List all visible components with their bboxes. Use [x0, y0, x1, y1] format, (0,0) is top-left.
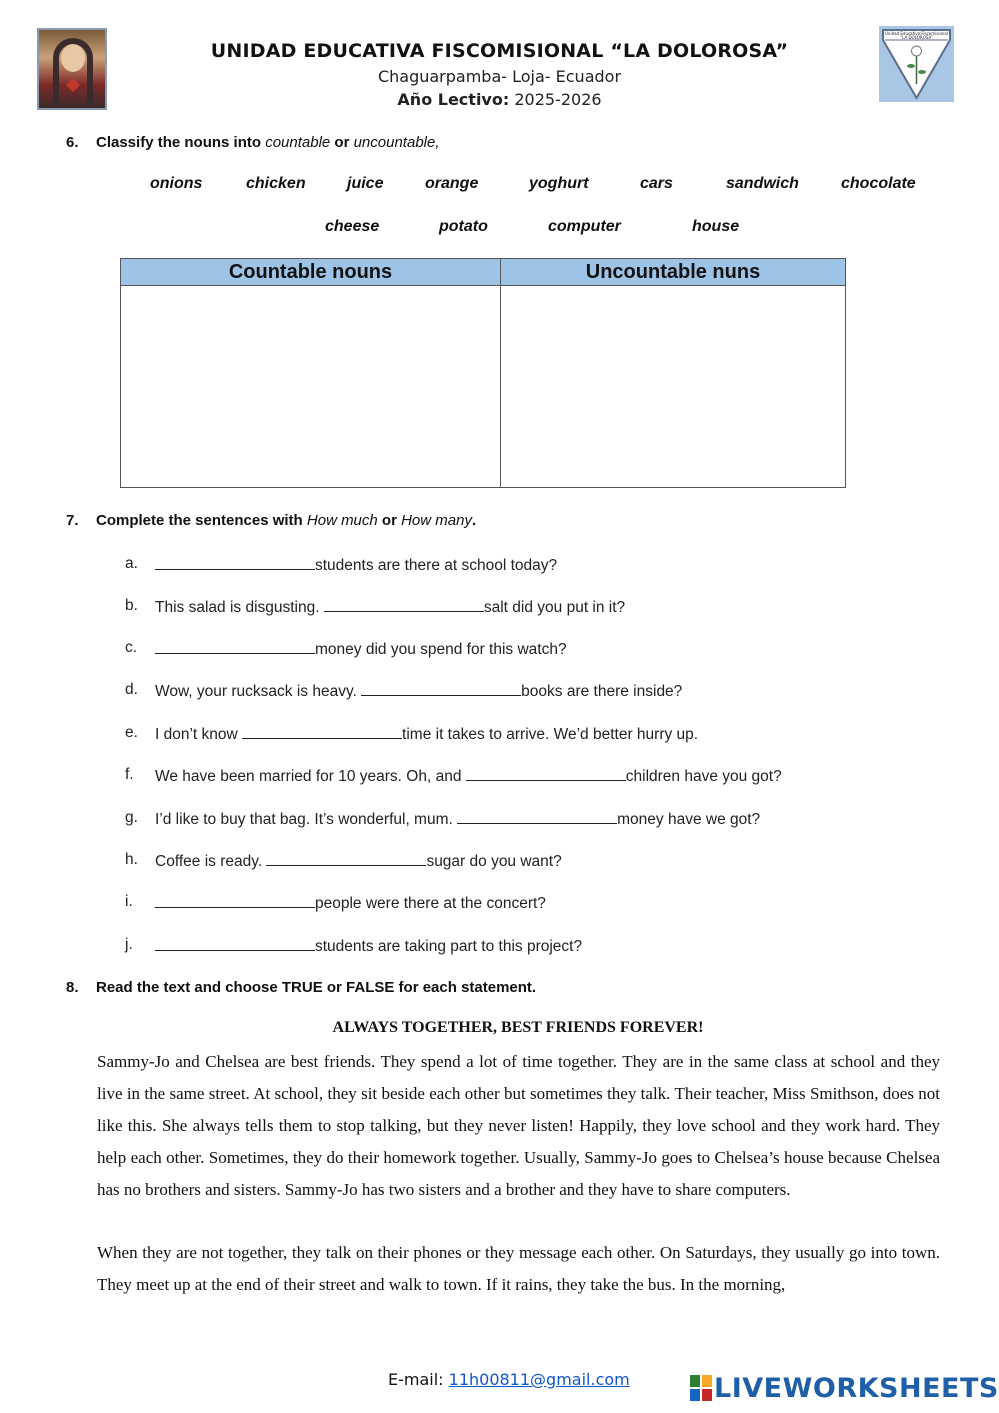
liveworksheets-wordmark: LIVEWORKSHEETS: [714, 1372, 999, 1404]
noun-word: onions: [150, 175, 203, 192]
noun-word: chicken: [246, 175, 306, 192]
noun-word: cars: [640, 175, 673, 192]
answer-blank[interactable]: [361, 681, 521, 696]
school-year: [0, 90, 999, 109]
uncountable-answer-cell[interactable]: [501, 286, 846, 488]
sentence-item: I’d like to buy that bag. It’s wonderful, mum. money have we got?: [155, 811, 761, 828]
sentence-item: students are there at school today?: [155, 555, 557, 575]
crest-text-top: Unidad Educativa Fiscomisional: [885, 31, 948, 36]
noun-word: sandwich: [726, 175, 799, 192]
noun-word: potato: [439, 218, 488, 235]
uncountable-header: Uncountable nuns: [501, 259, 846, 286]
sentence-item: Wow, your rucksack is heavy. books are there inside?: [155, 683, 683, 700]
answer-blank[interactable]: [155, 555, 315, 570]
classification-table: [120, 258, 846, 488]
answer-blank[interactable]: [155, 893, 315, 908]
noun-word: chocolate: [841, 175, 916, 192]
question-6-prompt: Classify the nouns into countable or uncountable,: [96, 134, 440, 151]
sentence-item: I don’t know time it takes to arrive. We’d better hurry up.: [155, 726, 699, 743]
sentence-item: Coffee is ready. sugar do you want?: [155, 853, 562, 870]
sentence-label: h.: [125, 851, 138, 868]
sentence-label: c.: [125, 639, 138, 656]
noun-word: computer: [548, 218, 621, 235]
liveworksheets-brand: [690, 1370, 999, 1406]
answer-blank[interactable]: [266, 851, 426, 866]
sentence-label: f.: [125, 766, 134, 783]
sentence-label: a.: [125, 555, 138, 572]
answer-blank[interactable]: [457, 809, 617, 824]
sentence-label: b.: [125, 597, 138, 614]
sentence-item: people were there at the concert?: [155, 893, 546, 913]
sentence-item: money did you spend for this watch?: [155, 639, 567, 659]
answer-blank[interactable]: [324, 597, 484, 612]
noun-word: yoghurt: [529, 175, 589, 192]
answer-blank[interactable]: [466, 766, 626, 781]
sentence-label: i.: [125, 893, 133, 910]
school-location: Chaguarpamba- Loja- Ecuador: [377, 67, 622, 86]
sentence-label: d.: [125, 681, 138, 698]
reading-paragraph-2: When they are not together, they talk on their phones or they message each other. On Saturdays, they usually go into town. They meet up at the end of their street and walk to town. If it rains, they take the bus. In the morning,: [97, 1243, 940, 1294]
noun-word: house: [692, 218, 740, 235]
school-year-value: 2025-2026: [514, 90, 602, 109]
sentence-label: e.: [125, 724, 138, 741]
sentence-label: j.: [125, 936, 133, 953]
footer-email: E-mail: 11h00811@gmail.com: [388, 1370, 630, 1389]
sentence-item: students are taking part to this project?: [155, 936, 582, 956]
sentence-item: We have been married for 10 years. Oh, and children have you got?: [155, 768, 782, 785]
countable-answer-cell[interactable]: [121, 286, 501, 488]
question-8-prompt: Read the text and choose TRUE or FALSE for each statement.: [96, 979, 537, 996]
question-6-number: 6.: [66, 134, 79, 151]
countable-header: Countable nouns: [121, 259, 501, 286]
question-7-prompt: Complete the sentences with How much or How many.: [96, 512, 477, 529]
question-7-number: 7.: [66, 512, 79, 529]
sentence-item: This salad is disgusting. salt did you put in it?: [155, 599, 626, 616]
answer-blank[interactable]: [155, 639, 315, 654]
answer-blank[interactable]: [155, 936, 315, 951]
school-year-label: Año Lectivo:: [397, 90, 510, 109]
noun-word: cheese: [325, 218, 380, 235]
email-link[interactable]: 11h00811@gmail.com: [448, 1370, 630, 1389]
reading-paragraph-1: Sammy-Jo and Chelsea are best friends. They spend a lot of time together. They are in the same class at school and they live in the same street. At school, they sit beside each other but sometimes they talk. Their teacher, Miss Smithson, does not like this. She always tells them to stop talking, but they never listen! Happily, they love school and they work hard. They help each other. Sometimes, they do their homework together. Usually, Sammy-Jo goes to Chelsea’s house because Chelsea has no brothers and sisters. Sammy-Jo has two sisters and a brother and they have to share computers.: [97, 1052, 940, 1199]
noun-word: orange: [425, 175, 479, 192]
reading-title: ALWAYS TOGETHER, BEST FRIENDS FOREVER!: [332, 1019, 704, 1036]
liveworksheets-logo-icon: [690, 1375, 712, 1401]
crest-text-bottom: “LA DOLOROSA”: [900, 35, 933, 40]
school-name: UNIDAD EDUCATIVA FISCOMISIONAL “LA DOLOROSA”: [210, 40, 789, 62]
question-8-number: 8.: [66, 979, 79, 996]
answer-blank[interactable]: [242, 724, 402, 739]
sentence-label: g.: [125, 809, 138, 826]
noun-word: juice: [347, 175, 384, 192]
